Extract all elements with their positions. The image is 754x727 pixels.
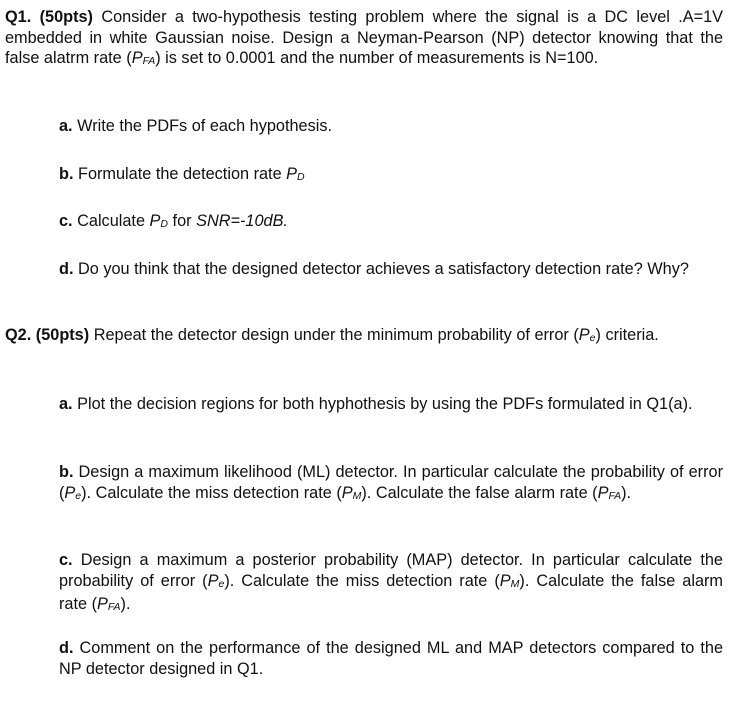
- q2-text-a: Repeat the detector design under the minimum probability of error (: [93, 326, 579, 344]
- q2a-letter: a.: [59, 395, 73, 413]
- q2c-pm-symbol: PM: [499, 571, 520, 590]
- q2b-pe-symbol: Pe: [64, 483, 82, 502]
- q2c-text-b: ). Calculate the miss detection rate (: [224, 571, 500, 590]
- q1c-letter: c.: [59, 212, 73, 230]
- q2a-text: Plot the decision regions for both hyphothesis by using the PDFs formulated in Q1(a).: [77, 395, 693, 413]
- q2c-text-d: ).: [120, 595, 131, 613]
- q2b-pfa-symbol: PFA: [597, 483, 622, 502]
- q1b-letter: b.: [59, 165, 74, 183]
- q2-part-c: [59, 550, 723, 618]
- q2c-text-c: ). Calculate the false alarm rate (: [59, 571, 723, 613]
- q2c-letter: c.: [59, 551, 73, 569]
- q1-text-b: ) is set to 0.0001 and the number of measurements is N=100.: [155, 49, 599, 67]
- q2-points: (50pts): [35, 326, 90, 344]
- q1c-text-a: Calculate: [77, 212, 146, 230]
- q1a-text: Write the PDFs of each hypothesis.: [77, 117, 333, 135]
- q2-text-b: ) criteria.: [595, 326, 659, 344]
- q2b-text-b: ). Calculate the miss detection rate (: [81, 483, 342, 502]
- q1c-snr: SNR=-10dB.: [196, 212, 288, 230]
- q1-number: Q1.: [5, 8, 32, 26]
- q1-part-d: [59, 259, 723, 280]
- q2b-text-d: ).: [621, 483, 632, 502]
- q1-points: (50pts): [39, 8, 93, 26]
- q1-part-a: [59, 116, 723, 137]
- q2b-text-c: ). Calculate the false alarm rate (: [361, 483, 598, 502]
- q1b-text: Formulate the detection rate: [78, 165, 282, 183]
- q2-heading: [5, 326, 89, 344]
- q2c-pe-symbol: Pe: [207, 571, 225, 590]
- q2c-pfa-symbol: PFA: [97, 595, 121, 613]
- q1c-text-b: for: [172, 212, 192, 230]
- q1-part-c: [59, 211, 723, 235]
- question-1: [5, 7, 723, 72]
- q1d-text: Do you think that the designed detector achieves a satisfactory detection rate? Why?: [78, 260, 689, 278]
- q1-part-b: [59, 164, 723, 188]
- q1-pfa-symbol: PFA: [131, 49, 156, 67]
- q1b-pd-symbol: PD: [286, 165, 305, 183]
- q2c-text-a: Design a maximum a posterior probability (MAP) detector. In particular calculate the probability of error (: [59, 551, 723, 590]
- q1d-letter: d.: [59, 260, 74, 278]
- q2-number: Q2.: [5, 326, 32, 344]
- q2b-pm-symbol: PM: [341, 483, 362, 502]
- q1a-letter: a.: [59, 117, 73, 135]
- q2-part-d: [59, 638, 723, 679]
- q2b-letter: b.: [59, 463, 74, 481]
- q2-part-a: [59, 394, 723, 415]
- question-2: [5, 325, 723, 349]
- q2b-text-a: Design a maximum likelihood (ML) detector. In particular calculate the probability of error (: [59, 463, 724, 502]
- q1c-pd-symbol: PD: [149, 212, 169, 230]
- q1-text-a: Consider a two-hypothesis testing problem where the signal is a DC level .A=1V embedded in white Gaussian noise. Design a Neyman-Pearson (NP) detector knowing that the false alatrm rate (: [5, 8, 724, 67]
- q2-pe-symbol: Pe: [578, 326, 596, 344]
- q2d-letter: d.: [59, 639, 74, 657]
- q2-part-b: [59, 462, 723, 506]
- q1-heading: [5, 8, 93, 26]
- q2d-text: Comment on the performance of the designed ML and MAP detectors compared to the NP detector designed in Q1.: [59, 639, 723, 678]
